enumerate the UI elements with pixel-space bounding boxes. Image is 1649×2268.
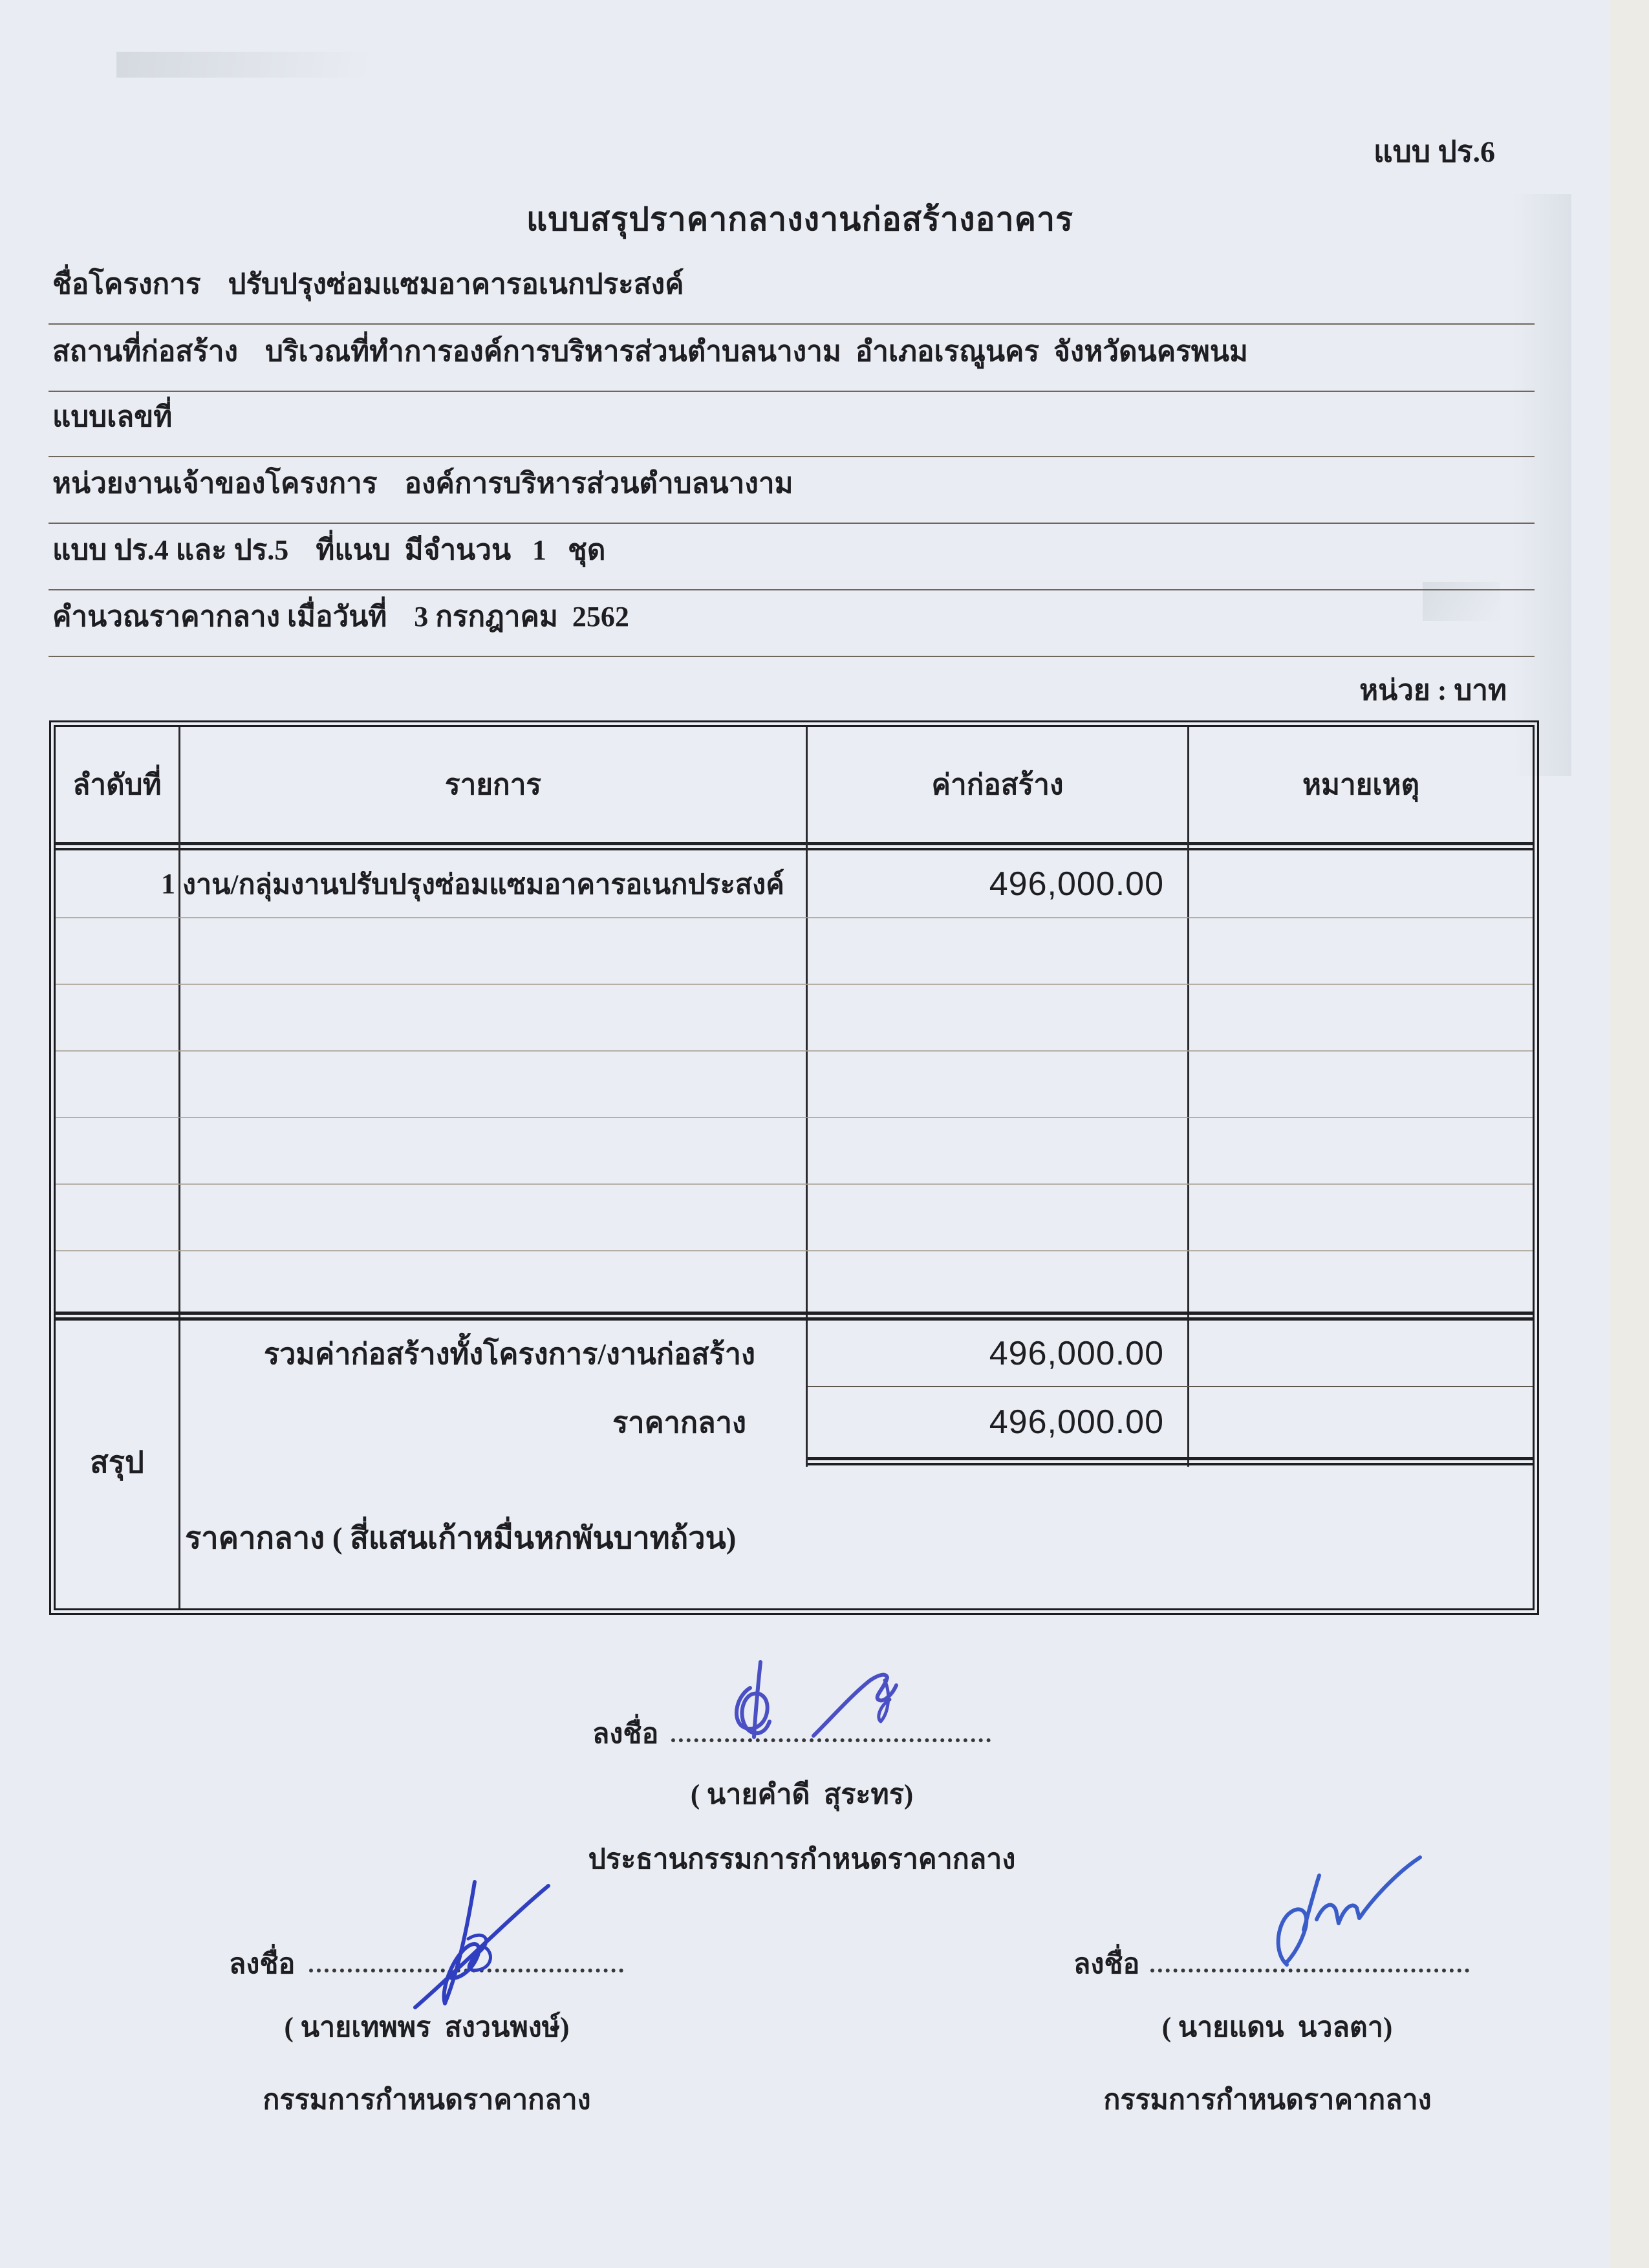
field-construction-site [48, 325, 1535, 392]
field-drawing-number [48, 392, 1535, 457]
field-price-date [48, 590, 1535, 657]
field-label: แบบ ปร.4 และ ปร.5 [52, 534, 289, 566]
field-label: แบบเลขที่ [52, 401, 173, 433]
sign-label: ลงชื่อ [592, 1719, 659, 1749]
summary-double-line [808, 1457, 1533, 1465]
field-label: ชื่อโครงการ [52, 268, 201, 300]
total-construction-value: 496,000.00 [989, 1334, 1164, 1372]
empty-row-line [56, 984, 1533, 985]
field-attached-forms [48, 524, 1535, 590]
total-construction-label: รวมค่าก่อสร้างทั้งโครงการ/งานก่อสร้าง [263, 1337, 755, 1370]
row-item-cell: งาน/กลุ่มงานปรับปรุงซ่อมแซมอาคารอเนกประสงค์ [182, 869, 784, 900]
signature-ink [698, 1657, 944, 1744]
scan-crease-artifact [116, 52, 479, 78]
form-code: แบบ ปร.6 [1374, 135, 1495, 168]
body-summary-separator [56, 1312, 1533, 1321]
summary-section-label: สรุป [90, 1445, 144, 1480]
empty-row-line [56, 1250, 1533, 1251]
field-value: 3 กรกฎาคม 2562 [414, 601, 629, 632]
page-title: แบบสรุปราคากลางงานก่อสร้างอาคาร [526, 201, 1073, 237]
empty-row-line [56, 1050, 1533, 1052]
sign-label: ลงชื่อ [229, 1949, 296, 1980]
empty-row-line [56, 1183, 1533, 1185]
column-header-no: ลำดับที่ [72, 769, 162, 801]
header-separator [56, 842, 1533, 850]
column-divider [1187, 727, 1189, 1467]
field-label: คำนวณราคากลาง เมื่อวันที่ [52, 601, 387, 632]
row-number-cell: 1 [161, 868, 175, 900]
field-value: ปรับปรุงซ่อมแซมอาคารอเนกประสงค์ [228, 268, 684, 300]
field-value: บริเวณที่ทำการองค์การบริหารส่วนตำบลนางาม อำเภอเรณูนคร จังหวัดนครพนม [265, 336, 1248, 367]
amount-in-words: ราคากลาง ( สี่แสนเก้าหมื่นหกพันบาทถ้วน) [185, 1522, 737, 1555]
column-header-item: รายการ [444, 769, 542, 801]
signer-role: กรรมการกำหนดราคากลาง [263, 2085, 591, 2115]
row-cost-cell: 496,000.00 [989, 865, 1164, 903]
signer-name: ( นายคำดี สุระทร) [690, 1780, 914, 1810]
signer-name: ( นายแดน นวลตา) [1161, 2013, 1393, 2043]
median-price-value: 496,000.00 [989, 1403, 1164, 1441]
sign-label: ลงชื่อ [1073, 1949, 1140, 1980]
field-label: สถานที่ก่อสร้าง [52, 336, 239, 367]
field-value: ที่แนบ มีจำนวน 1 ชุด [316, 534, 606, 566]
summary-table [49, 720, 1539, 1615]
signer-role: กรรมการกำหนดราคากลาง [1103, 2085, 1432, 2115]
signature-ink [1247, 1853, 1434, 1970]
empty-row-line [56, 1117, 1533, 1118]
field-project-name [48, 254, 1535, 325]
signer-role: ประธานกรรมการกำหนดราคากลาง [588, 1844, 1016, 1875]
unit-label: หน่วย : บาท [1359, 675, 1507, 706]
signature-ink [396, 1877, 564, 2013]
scan-paper-edge [1609, 0, 1649, 2268]
column-divider [178, 727, 180, 1608]
field-owner-agency [48, 457, 1535, 524]
field-label: หน่วยงานเจ้าของโครงการ [52, 468, 378, 499]
column-header-note: หมายเหตุ [1302, 769, 1420, 801]
column-header-cost: ค่าก่อสร้าง [931, 769, 1064, 801]
empty-row-line [56, 917, 1533, 918]
signer-name: ( นายเทพพร สงวนพงษ์) [284, 2013, 570, 2043]
median-price-label: ราคากลาง [612, 1407, 746, 1439]
field-value: องค์การบริหารส่วนตำบลนางาม [404, 468, 793, 499]
